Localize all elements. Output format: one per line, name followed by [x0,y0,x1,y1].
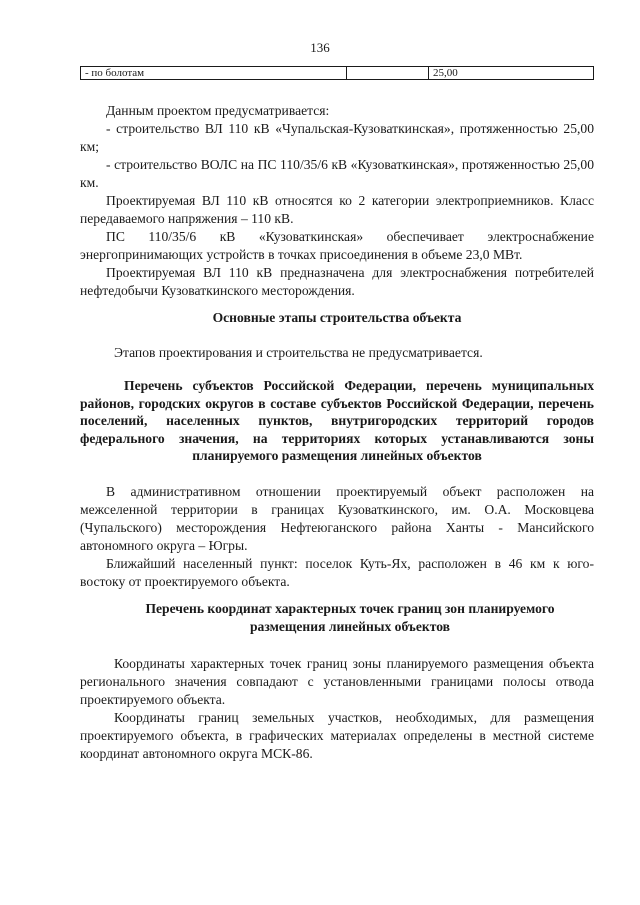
length-table [80,66,594,80]
coords-paragraph: Координаты границ земельных участков, необходимых, для размещения проектируемого объекта, в графических материалах определены в местной системе координат автономного округа МСК-86. [80,710,594,761]
intro-list-item: - строительство ВОЛС на ПС 110/35/6 кВ «Кузоваткинская», протяженностью 25,00 км. [80,157,594,190]
table-row-value: 25,00 [428,67,593,79]
subjects-paragraph: Ближайший населенный пункт: поселок Куть-Ях, расположен в 46 км к юго-востоку от проектируемого объекта. [80,556,594,589]
stages-section [80,344,594,362]
subjects-heading: Перечень субъектов Российской Федерации, перечень муниципальных районов, городских округов в составе субъектов Российской Федерации, перечень поселений, населенных пунктов, внутригородских территорий городов федерального значения, на территориях которых устанавливаются зоны планируемого размещения линейных объектов [80,378,594,463]
table-row-label: - по болотам [85,67,145,79]
subjects-heading-wrap [80,377,594,465]
stages-heading-wrap [80,309,594,327]
page-number: 136 [310,40,330,55]
coords-heading: Перечень координат характерных точек границ зон планируемого размещения линейных объектов [145,601,555,634]
intro-list-item: - строительство ВЛ 110 кВ «Чупальская-Кузоваткинская», протяженностью 25,00 км; [80,121,594,154]
stages-paragraph: Этапов проектирования и строительства не предусматривается. [114,345,483,360]
subjects-paragraph: В административном отношении проектируемый объект расположен на межселенной территории в границах Кузоваткинского, им. О.А. Московцева (Чупальского) месторождения Нефтеюганского района Ханты - Мансийского автономного округа – Югры. [80,484,594,553]
coords-paragraph: Координаты характерных точек границ зоны планируемого размещения объекта регионального значения совпадают с установленными границами полосы отвода проектируемого объекта. [80,656,594,707]
intro-paragraph: Данным проектом предусматривается: [106,103,330,118]
intro-paragraph: Проектируемая ВЛ 110 кВ предназначена для электроснабжения потребителей нефтедобычи Кузоваткинского месторождения. [80,265,594,298]
subjects-section [80,483,594,591]
intro-paragraph: ПС 110/35/6 кВ «Кузоваткинская» обеспечивает электроснабжение энергопринимающих устройств в точках присоединения в объеме 23,0 МВт. [80,229,594,262]
coords-section [80,655,594,763]
intro-paragraph: Проектируемая ВЛ 110 кВ относятся ко 2 категории электроприемников. Класс передаваемого напряжения – 110 кВ. [80,193,594,226]
table-row-unit [346,67,428,79]
coords-heading-wrap [80,600,594,635]
stages-heading: Основные этапы строительства объекта [212,310,462,325]
intro-section [80,102,594,300]
